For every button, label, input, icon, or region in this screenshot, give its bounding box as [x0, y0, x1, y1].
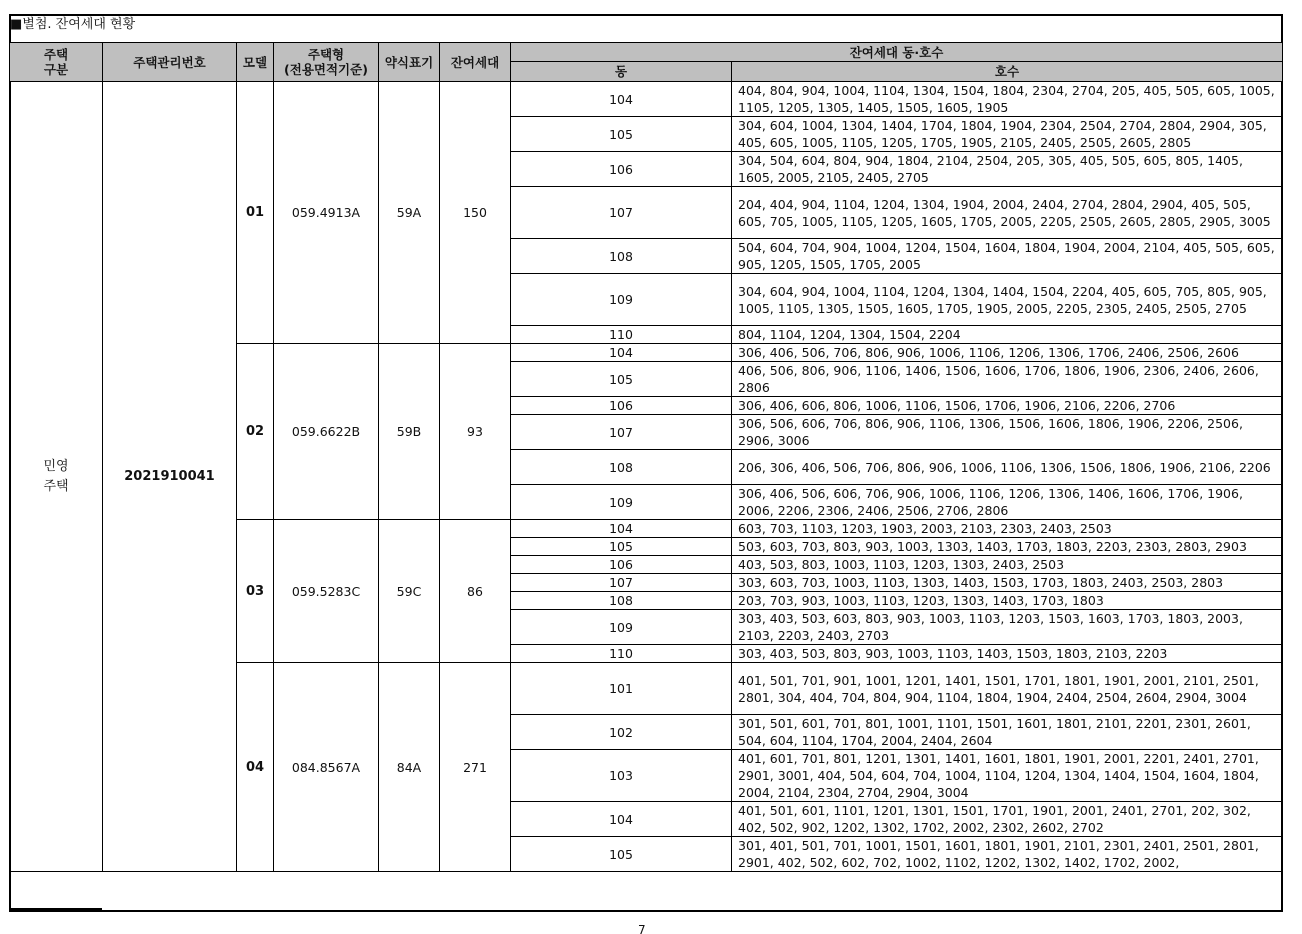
header-housing-type — [10, 43, 103, 82]
header-house-type-line1: 주택형 — [307, 47, 345, 62]
header-ho: 호수 — [732, 62, 1283, 82]
model-cell: 03 — [237, 520, 274, 663]
ho-cell: 301, 501, 601, 701, 801, 1001, 1101, 1501, 1601, 1801, 2101, 2201, 2301, 2601, 504, 604, 1104, 1704, 2004, 2404, 2604 — [732, 715, 1283, 750]
short-cell: 84A — [379, 663, 440, 872]
table-row — [10, 82, 1283, 117]
ho-cell: 504, 604, 704, 904, 1004, 1204, 1504, 1604, 1804, 1904, 2004, 2104, 405, 505, 605, 905, 1205, 1505, 1705, 2005 — [732, 239, 1283, 274]
header-remaining: 잔여세대 — [440, 43, 511, 82]
ho-cell: 304, 604, 904, 1004, 1104, 1204, 1304, 1404, 1504, 2204, 405, 605, 705, 805, 905, 1005, 1105, 1305, 1505, 1605, 1705, 1905, 2005, 2205, 2305, 2405, 2505, 2705 — [732, 274, 1283, 326]
dong-cell: 107 — [511, 574, 732, 592]
ho-cell: 204, 404, 904, 1104, 1204, 1304, 1904, 2004, 2404, 2704, 2804, 2904, 405, 505, 605, 705, 1005, 1105, 1205, 1605, 1705, 2005, 2205, 2505, 2605, 2805, 2905, 3005 — [732, 187, 1283, 239]
short-cell: 59A — [379, 82, 440, 344]
category-line1: 민영 — [43, 458, 69, 474]
dong-cell: 104 — [511, 344, 732, 362]
remaining-cell: 271 — [440, 663, 511, 872]
ho-cell: 304, 604, 1004, 1304, 1404, 1704, 1804, 1904, 2304, 2504, 2704, 2804, 2904, 305, 405, 605, 1005, 1105, 1205, 1705, 1905, 2105, 2405, 2505, 2605, 2805 — [732, 117, 1283, 152]
dong-cell: 107 — [511, 187, 732, 239]
ho-cell: 203, 703, 903, 1003, 1103, 1203, 1303, 1403, 1703, 1803 — [732, 592, 1283, 610]
model-cell: 01 — [237, 82, 274, 344]
house-type-cell: 084.8567A — [274, 663, 379, 872]
ho-cell: 304, 504, 604, 804, 904, 1804, 2104, 2504, 205, 305, 405, 505, 605, 805, 1405, 1605, 2005, 2105, 2405, 2705 — [732, 152, 1283, 187]
house-type-cell: 059.6622B — [274, 344, 379, 520]
dong-cell: 108 — [511, 592, 732, 610]
remaining-cell: 150 — [440, 82, 511, 344]
ho-cell: 603, 703, 1103, 1203, 1903, 2003, 2103, 2303, 2403, 2503 — [732, 520, 1283, 538]
model-cell: 04 — [237, 663, 274, 872]
dong-cell: 103 — [511, 750, 732, 802]
dong-cell: 105 — [511, 837, 732, 872]
ho-cell: 804, 1104, 1204, 1304, 1504, 2204 — [732, 326, 1283, 344]
dong-cell: 109 — [511, 485, 732, 520]
housing-category-cell — [10, 82, 103, 872]
house-type-cell: 059.4913A — [274, 82, 379, 344]
dong-cell: 105 — [511, 362, 732, 397]
dong-cell: 102 — [511, 715, 732, 750]
ho-cell: 401, 501, 601, 1101, 1201, 1301, 1501, 1701, 1901, 2001, 2401, 2701, 202, 302, 402, 502, 902, 1202, 1302, 1702, 2002, 2302, 2602, 2702 — [732, 802, 1283, 837]
header-model: 모델 — [237, 43, 274, 82]
page-number: 7 — [638, 924, 646, 934]
dong-cell: 110 — [511, 645, 732, 663]
ho-cell: 306, 506, 606, 706, 806, 906, 1106, 1306, 1506, 1606, 1806, 1906, 2206, 2506, 2906, 3006 — [732, 415, 1283, 450]
ho-cell: 303, 403, 503, 803, 903, 1003, 1103, 1403, 1503, 1803, 2103, 2203 — [732, 645, 1283, 663]
dong-cell: 104 — [511, 520, 732, 538]
dong-cell: 106 — [511, 397, 732, 415]
header-housing-type-line2: 구분 — [43, 62, 69, 77]
ho-cell: 206, 306, 406, 506, 706, 806, 906, 1006, 1106, 1306, 1506, 1806, 1906, 2106, 2206 — [732, 450, 1283, 485]
remaining-units-table — [9, 42, 1283, 872]
model-cell: 02 — [237, 344, 274, 520]
house-type-cell: 059.5283C — [274, 520, 379, 663]
dong-cell: 108 — [511, 450, 732, 485]
dong-cell: 109 — [511, 274, 732, 326]
dong-cell: 105 — [511, 117, 732, 152]
ho-cell: 303, 403, 503, 603, 803, 903, 1003, 1103, 1203, 1503, 1603, 1703, 1803, 2003, 2103, 2203, 2403, 2703 — [732, 610, 1283, 645]
dong-cell: 106 — [511, 556, 732, 574]
dong-cell: 106 — [511, 152, 732, 187]
ho-cell: 303, 603, 703, 1003, 1103, 1303, 1403, 1503, 1703, 1803, 2403, 2503, 2803 — [732, 574, 1283, 592]
ho-cell: 403, 503, 803, 1003, 1103, 1203, 1303, 2403, 2503 — [732, 556, 1283, 574]
header-housing-type-line1: 주택 — [43, 47, 69, 62]
ho-cell: 401, 501, 701, 901, 1001, 1201, 1401, 1501, 1701, 1801, 1901, 2001, 2101, 2501, 2801, 304, 404, 704, 804, 904, 1104, 1804, 1904, 2404, 2504, 2604, 2904, 3004 — [732, 663, 1283, 715]
header-short: 약식표기 — [379, 43, 440, 82]
header-house-type — [274, 43, 379, 82]
ho-cell: 301, 401, 501, 701, 1001, 1501, 1601, 1801, 1901, 2101, 2301, 2401, 2501, 2801, 2901, 402, 502, 602, 702, 1002, 1102, 1202, 1302, 1402, 1702, 2002, — [732, 837, 1283, 872]
short-cell: 59B — [379, 344, 440, 520]
dong-cell: 109 — [511, 610, 732, 645]
dong-cell: 108 — [511, 239, 732, 274]
document-title: ■별첨. 잔여세대 현황 — [10, 17, 136, 32]
dong-cell: 105 — [511, 538, 732, 556]
table-body — [10, 82, 1283, 872]
header-dong: 동 — [511, 62, 732, 82]
category-line2: 주택 — [43, 478, 69, 494]
ho-cell: 406, 506, 806, 906, 1106, 1406, 1506, 1606, 1706, 1806, 1906, 2306, 2406, 2606, 2806 — [732, 362, 1283, 397]
remaining-cell: 86 — [440, 520, 511, 663]
dong-cell: 101 — [511, 663, 732, 715]
ho-cell: 306, 406, 506, 606, 706, 906, 1006, 1106, 1206, 1306, 1406, 1606, 1706, 1906, 2006, 2206, 2306, 2406, 2506, 2706, 2806 — [732, 485, 1283, 520]
ho-cell: 306, 406, 506, 706, 806, 906, 1006, 1106, 1206, 1306, 1706, 2406, 2506, 2606 — [732, 344, 1283, 362]
ho-cell: 401, 601, 701, 801, 1201, 1301, 1401, 1601, 1801, 1901, 2001, 2201, 2401, 2701, 2901, 3001, 404, 504, 604, 704, 1004, 1104, 1204, 1304, 1404, 1504, 1604, 1804, 2004, 2104, 2304, 2704, 2904, 3004 — [732, 750, 1283, 802]
short-cell: 59C — [379, 520, 440, 663]
header-group: 잔여세대 동·호수 — [511, 43, 1283, 62]
header-mgmt-no: 주택관리번호 — [103, 43, 237, 82]
dong-cell: 104 — [511, 802, 732, 837]
bottom-rule — [9, 908, 102, 910]
dong-cell: 104 — [511, 82, 732, 117]
header-house-type-line2: (전용면적기준) — [284, 62, 368, 77]
ho-cell: 503, 603, 703, 803, 903, 1003, 1303, 1403, 1703, 1803, 2203, 2303, 2803, 2903 — [732, 538, 1283, 556]
remaining-cell: 93 — [440, 344, 511, 520]
dong-cell: 110 — [511, 326, 732, 344]
dong-cell: 107 — [511, 415, 732, 450]
ho-cell: 404, 804, 904, 1004, 1104, 1304, 1504, 1804, 2304, 2704, 205, 405, 505, 605, 1005, 1105, 1205, 1305, 1405, 1505, 1605, 1905 — [732, 82, 1283, 117]
ho-cell: 306, 406, 606, 806, 1006, 1106, 1506, 1706, 1906, 2106, 2206, 2706 — [732, 397, 1283, 415]
mgmt-number-cell: 2021910041 — [103, 82, 237, 872]
